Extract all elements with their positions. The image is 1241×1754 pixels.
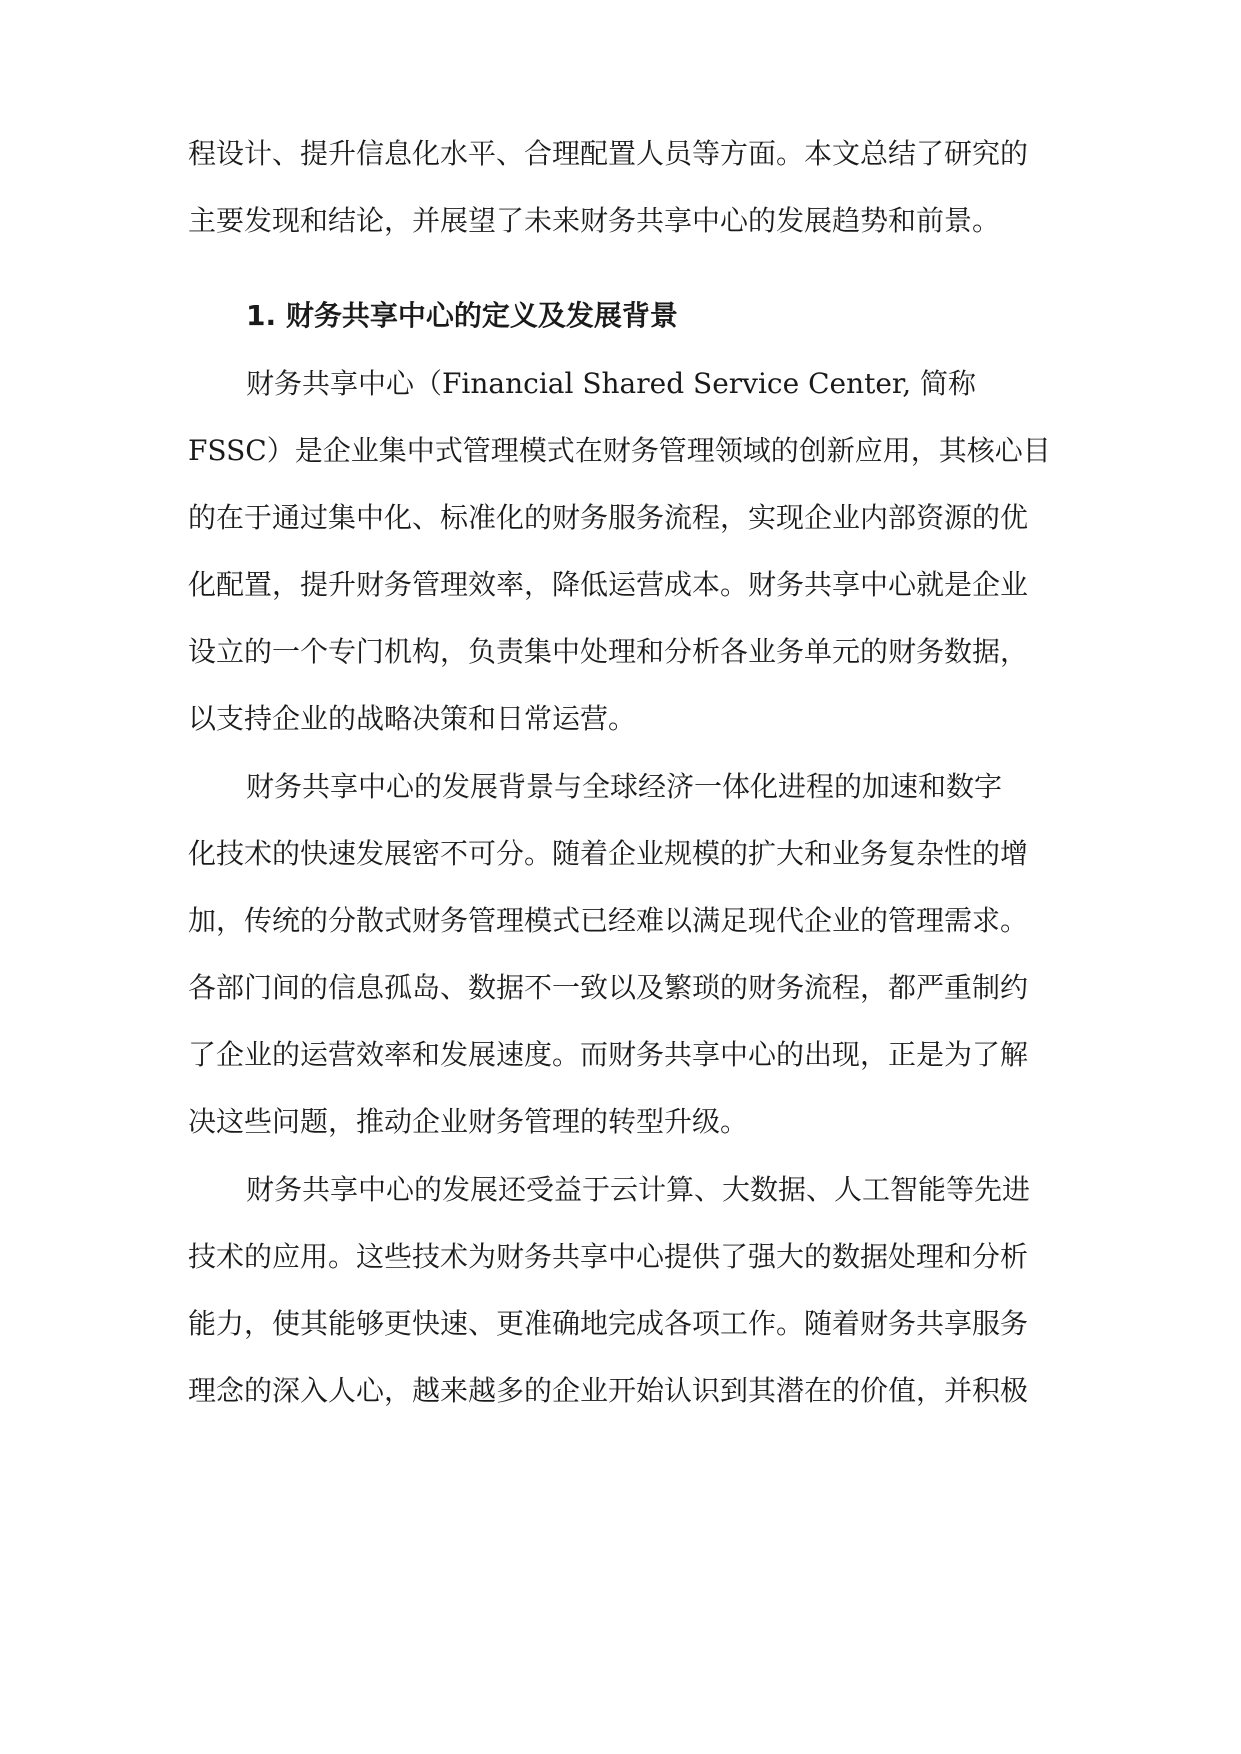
paragraph1-line-2: FSSC）是企业集中式管理模式在财务管理领域的创新应用，其核心目 — [188, 434, 1051, 467]
paragraph1-line-3: 的在于通过集中化、标准化的财务服务流程，实现企业内部资源的优 — [188, 501, 1029, 534]
section-heading: 1. 财务共享中心的定义及发展背景 — [246, 299, 678, 332]
paragraph2-line-6: 决这些问题，推动企业财务管理的转型升级。 — [188, 1105, 749, 1138]
paragraph1-line-4: 化配置，提升财务管理效率，降低运营成本。财务共享中心就是企业 — [188, 568, 1029, 601]
paragraph3-line-1: 财务共享中心的发展还受益于云计算、大数据、人工智能等先进 — [246, 1173, 1031, 1206]
paragraph1-line-6: 以支持企业的战略决策和日常运营。 — [188, 702, 637, 735]
paragraph2-line-1: 财务共享中心的发展背景与全球经济一体化进程的加速和数字 — [246, 770, 1003, 803]
intro-line-1: 程设计、提升信息化水平、合理配置人员等方面。本文总结了研究的 — [188, 137, 1029, 170]
paragraph2-line-2: 化技术的快速发展密不可分。随着企业规模的扩大和业务复杂性的增 — [188, 837, 1029, 870]
intro-line-2: 主要发现和结论，并展望了未来财务共享中心的发展趋势和前景。 — [188, 204, 1001, 237]
paragraph2-line-5: 了企业的运营效率和发展速度。而财务共享中心的出现，正是为了解 — [188, 1038, 1029, 1071]
paragraph3-line-2: 技术的应用。这些技术为财务共享中心提供了强大的数据处理和分析 — [188, 1240, 1029, 1273]
paragraph3-line-4: 理念的深入人心，越来越多的企业开始认识到其潜在的价值，并积极 — [188, 1374, 1029, 1407]
paragraph1-line-1: 财务共享中心（Financial Shared Service Center, 简称 — [246, 367, 977, 400]
paragraph2-line-3: 加，传统的分散式财务管理模式已经难以满足现代企业的管理需求。 — [188, 904, 1029, 937]
paragraph1-line-5: 设立的一个专门机构，负责集中处理和分析各业务单元的财务数据， — [188, 635, 1029, 668]
paragraph3-line-3: 能力，使其能够更快速、更准确地完成各项工作。随着财务共享服务 — [188, 1307, 1029, 1340]
paragraph2-line-4: 各部门间的信息孤岛、数据不一致以及繁琐的财务流程，都严重制约 — [188, 971, 1029, 1004]
